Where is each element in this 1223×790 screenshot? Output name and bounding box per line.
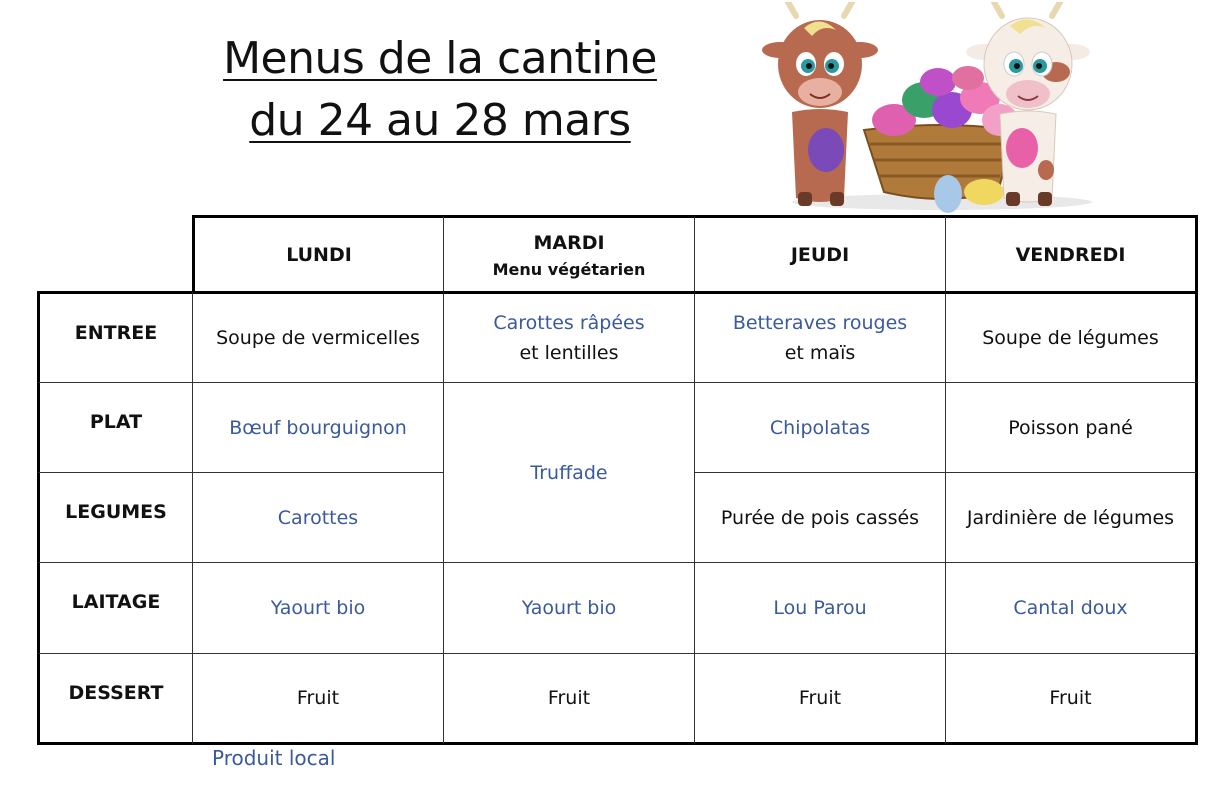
- row-label-text: LEGUMES: [65, 501, 167, 523]
- dish-text: et maïs: [784, 342, 856, 364]
- dish-text-local: Chipolatas: [769, 416, 871, 439]
- day-name: JEUDI: [790, 243, 850, 266]
- day-header-vendredi: [945, 215, 1198, 292]
- row-label-text: PLAT: [89, 411, 143, 433]
- laitage-lundi: [192, 562, 444, 654]
- plat-jeudi: [694, 382, 946, 473]
- dish-text-local: Yaourt bio: [270, 597, 366, 619]
- easter-cows-illustration: [752, 2, 1112, 214]
- dish-text-local: Carottes râpées: [493, 312, 645, 334]
- dish-text: et lentilles: [519, 342, 619, 364]
- day-name: MARDI: [533, 231, 605, 254]
- dish-text: Fruit: [296, 687, 340, 709]
- entree-vendredi: [945, 291, 1198, 383]
- row-label-text: DESSERT: [68, 682, 164, 704]
- entree-lundi: [192, 291, 444, 383]
- laitage-vendredi: [945, 562, 1198, 654]
- plat-lundi: [192, 382, 444, 473]
- dish-text-local: Cantal doux: [1013, 597, 1128, 619]
- dish-text-local: Carottes: [277, 506, 359, 529]
- laitage-jeudi: [694, 562, 946, 654]
- dish-text-local: Yaourt bio: [521, 597, 617, 619]
- day-name: VENDREDI: [1015, 243, 1126, 266]
- dish-text-local: Truffade: [530, 461, 608, 484]
- dish-text-local: Bœuf bourguignon: [229, 416, 407, 439]
- title-line-2: du 24 au 28 mars: [249, 95, 631, 146]
- day-name: LUNDI: [286, 243, 352, 266]
- entree-mardi: [443, 291, 695, 383]
- day-header-lundi: [192, 215, 444, 292]
- dessert-mardi: [443, 653, 695, 745]
- row-label-text: LAITAGE: [71, 591, 161, 613]
- row-label-plat: [37, 382, 193, 473]
- day-subtitle: Menu végétarien: [492, 259, 646, 279]
- dish-text: Fruit: [1049, 687, 1092, 709]
- day-header-mardi: [443, 215, 695, 292]
- row-label-laitage: [37, 562, 193, 654]
- dish-text: Soupe de vermicelles: [216, 327, 420, 349]
- row-label-entree: [37, 291, 193, 383]
- dish-text: Purée de pois cassés: [720, 506, 920, 529]
- dish-text: Fruit: [798, 687, 842, 709]
- dish-text: Fruit: [547, 687, 591, 709]
- dessert-jeudi: [694, 653, 946, 745]
- entree-jeudi: [694, 291, 946, 383]
- plat-vendredi: [945, 382, 1198, 473]
- row-label-text: ENTREE: [74, 322, 158, 344]
- dish-text: Jardinière de légumes: [966, 506, 1175, 529]
- dessert-vendredi: [945, 653, 1198, 745]
- dessert-lundi: [192, 653, 444, 745]
- legumes-vendredi: [945, 472, 1198, 563]
- dish-text-local: Lou Parou: [773, 597, 867, 619]
- legumes-jeudi: [694, 472, 946, 563]
- row-label-legumes: [37, 472, 193, 563]
- legend-local-product: Produit local: [212, 746, 336, 770]
- laitage-mardi: [443, 562, 695, 654]
- dish-text: Poisson pané: [1008, 416, 1133, 439]
- dish-text-local: Betteraves rouges: [732, 312, 908, 334]
- plat-mardi: [443, 382, 695, 563]
- row-label-dessert: [37, 653, 193, 745]
- page-title: [200, 28, 680, 152]
- dish-text: Soupe de légumes: [982, 327, 1159, 349]
- day-header-jeudi: [694, 215, 946, 292]
- legumes-lundi: [192, 472, 444, 563]
- title-line-1: Menus de la cantine: [223, 33, 657, 84]
